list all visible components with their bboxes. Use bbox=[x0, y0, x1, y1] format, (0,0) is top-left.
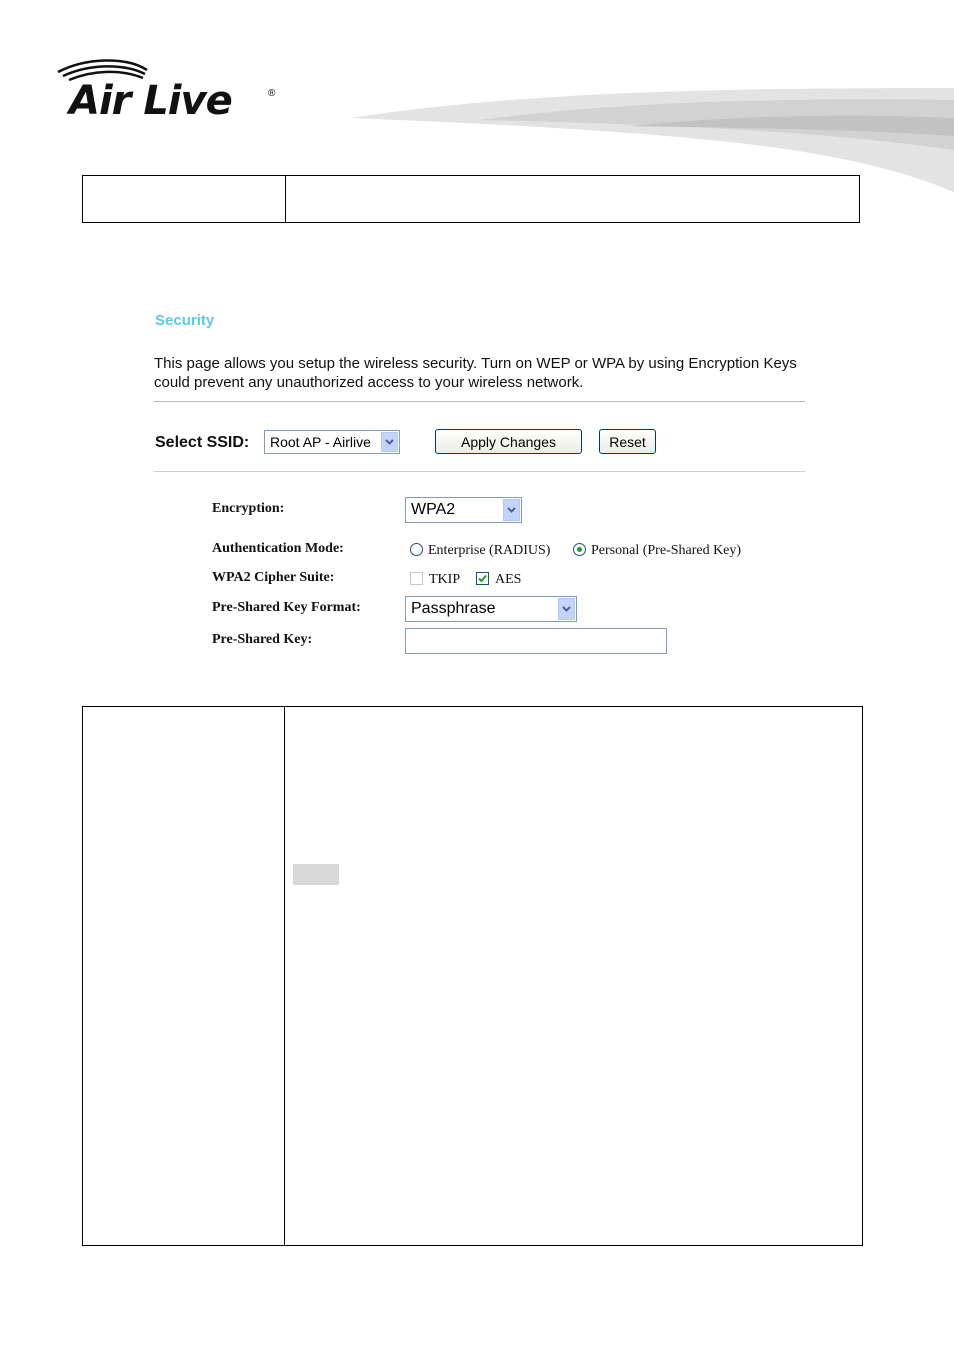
tkip-checkbox[interactable] bbox=[410, 572, 423, 585]
chevron-down-icon bbox=[381, 432, 398, 452]
ssid-select-value: Root AP - Airlive bbox=[270, 434, 371, 450]
select-ssid-label: Select SSID: bbox=[155, 434, 250, 451]
encryption-select-value: WPA2 bbox=[411, 501, 456, 518]
psk-format-label: Pre-Shared Key Format: bbox=[212, 600, 361, 615]
encryption-label: Encryption: bbox=[212, 501, 285, 516]
aes-label: AES bbox=[495, 572, 522, 587]
cipher-suite-label: WPA2 Cipher Suite: bbox=[212, 570, 335, 585]
auth-enterprise-label: Enterprise (RADIUS) bbox=[428, 543, 551, 558]
psk-input[interactable] bbox=[405, 628, 667, 654]
radio-selected-dot bbox=[577, 547, 582, 552]
auth-personal-radio[interactable] bbox=[573, 543, 586, 556]
doc-table-top-divider bbox=[285, 176, 286, 222]
divider-top bbox=[154, 401, 805, 402]
auth-personal-label: Personal (Pre-Shared Key) bbox=[591, 543, 742, 558]
psk-format-select[interactable] bbox=[405, 596, 577, 622]
ssid-select[interactable] bbox=[264, 430, 400, 454]
aes-checkbox[interactable] bbox=[476, 572, 489, 585]
chevron-down-icon bbox=[503, 499, 520, 521]
apply-changes-button[interactable]: Apply Changes bbox=[435, 429, 582, 454]
reset-button[interactable]: Reset bbox=[599, 429, 656, 454]
psk-format-select-value: Passphrase bbox=[411, 600, 496, 617]
doc-table-top bbox=[82, 175, 860, 223]
doc-table-bottom-divider bbox=[284, 707, 285, 1245]
check-icon bbox=[478, 574, 487, 583]
encryption-select[interactable] bbox=[405, 497, 522, 523]
psk-label: Pre-Shared Key: bbox=[212, 632, 313, 647]
divider-middle bbox=[154, 471, 805, 472]
security-description: This page allows you setup the wireless security. Turn on WEP or WPA by using Encryption Keys could prevent any unauthorized access to your wireless network. bbox=[154, 355, 797, 391]
auth-mode-label: Authentication Mode: bbox=[212, 541, 344, 556]
airlive-logo-text: Air Live bbox=[69, 78, 232, 124]
doc-table-bottom bbox=[82, 706, 863, 1246]
tkip-label: TKIP bbox=[429, 572, 461, 587]
chevron-down-icon bbox=[558, 598, 575, 620]
shaded-cell bbox=[293, 864, 339, 885]
auth-enterprise-radio[interactable] bbox=[410, 543, 423, 556]
security-title: Security bbox=[155, 312, 215, 329]
registered-mark: ® bbox=[268, 88, 276, 99]
